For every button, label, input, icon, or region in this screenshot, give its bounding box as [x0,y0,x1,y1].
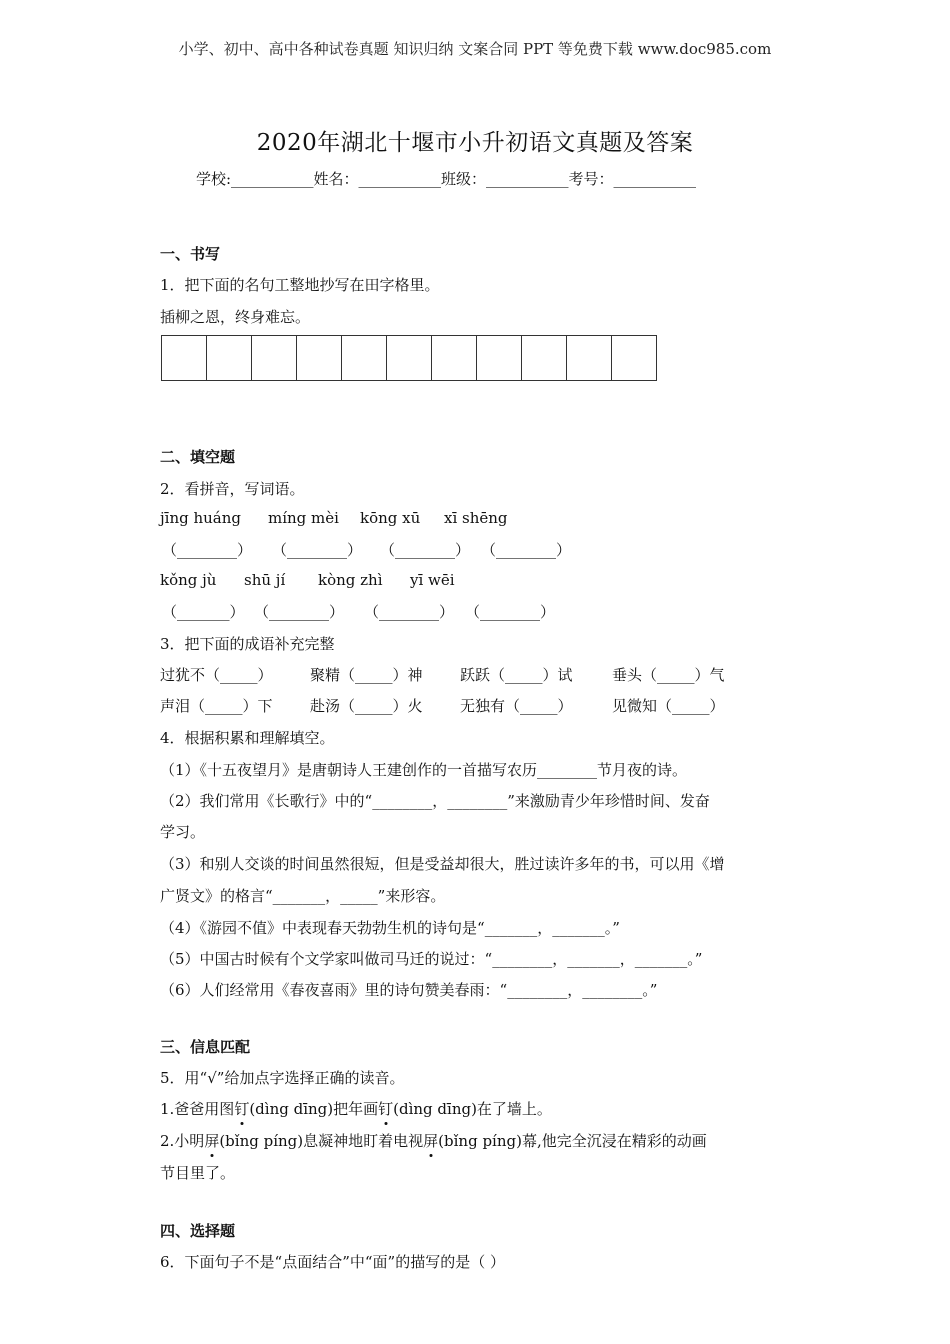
pinyin: xī shēng [444,509,508,527]
answer-blank[interactable]: （________） [465,603,556,621]
grid-cell[interactable] [387,336,432,380]
q5-line-1 [160,1098,552,1119]
grid-cell[interactable] [162,336,207,380]
dotted-char: 钉 [378,1100,394,1118]
answer-blank[interactable]: （________） [380,541,471,559]
reading-options[interactable]: (bǐng píng)息凝神地盯着电视 [219,1132,424,1150]
grid-cell[interactable] [297,336,342,380]
answer-blank[interactable]: （________） [254,603,345,621]
tianzige-grid [161,335,657,381]
q6-prompt: 6．下面句子不是“点面结合”中“面”的描写的是（ ） [160,1253,505,1271]
pinyin: kòng zhì [318,571,383,589]
dotted-char: 屏 [204,1132,220,1150]
section-choice: 四、选择题 [160,1222,236,1240]
section-writing: 一、书写 [160,245,221,263]
idiom-item[interactable]: 跃跃（_____）试 [460,666,573,684]
answer-blank[interactable]: （________） [481,541,572,559]
q5-prompt: 5．用“√”给加点字选择正确的读音。 [160,1069,405,1087]
q4-item-5: （5）中国古时候有个文学家叫做司马迁的说过：“________，_______，_______。” [160,950,703,968]
idiom-item[interactable]: 垂头（_____）气 [612,666,725,684]
grid-cell[interactable] [567,336,612,380]
page-header: 小学、初中、高中各种试卷真题 知识归纳 文案合同 PPT 等免费下载 www.doc985.com [178,40,772,58]
reading-options[interactable]: (dìng dīng)在了墙上。 [393,1100,552,1118]
page-title: 2020年湖北十堰市小升初语文真题及答案 [256,130,694,156]
q1-sentence: 插柳之恩，终身难忘。 [160,308,311,326]
idiom-item[interactable]: 赴汤（_____）火 [310,697,423,715]
pinyin: kōng xū [360,509,421,527]
grid-cell[interactable] [522,336,567,380]
section-matching: 三、信息匹配 [160,1038,251,1056]
q5-line-3: 节目里了。 [160,1164,236,1182]
dotted-char: 屏 [423,1132,439,1150]
grid-cell[interactable] [252,336,297,380]
idiom-item[interactable]: 过犹不（_____） [160,666,273,684]
pinyin: míng mèi [268,509,339,527]
text: 2.小明 [160,1132,205,1150]
pinyin: jīng huáng [160,509,242,527]
answer-blank[interactable]: （________） [162,541,253,559]
student-info-line: 学校:___________姓名：___________班级：___________考号：___________ [196,170,697,188]
q3-prompt: 3．把下面的成语补充完整 [160,635,335,653]
q4-item-3-cont: 广贤文》的格言“_______，_____”来形容。 [160,887,446,905]
section-fill-blank: 二、填空题 [160,448,236,466]
q4-item-4: （4）《游园不值》中表现春天勃勃生机的诗句是“_______，_______。” [160,919,620,937]
reading-options[interactable]: (bǐng píng)幕,他完全沉浸在精彩的动画 [438,1132,707,1150]
grid-cell[interactable] [612,336,657,380]
grid-cell[interactable] [207,336,252,380]
grid-cell[interactable] [432,336,477,380]
answer-blank[interactable]: （________） [272,541,363,559]
q1-prompt: 1．把下面的名句工整地抄写在田字格里。 [160,276,440,294]
pinyin: shū jí [244,571,286,589]
q2-prompt: 2．看拼音，写词语。 [160,480,305,498]
reading-options[interactable]: (dìng dīng)把年画 [249,1100,379,1118]
grid-cell[interactable] [477,336,522,380]
answer-blank[interactable]: （________） [364,603,455,621]
idiom-item[interactable]: 声泪（_____）下 [160,697,273,715]
idiom-item[interactable]: 无独有（_____） [460,697,573,715]
pinyin: kǒng jù [160,571,217,589]
idiom-item[interactable]: 聚精（_____）神 [310,666,423,684]
q4-item-3: （3）和别人交谈的时间虽然很短，但是受益却很大，胜过读许多年的书，可以用《增 [160,855,725,873]
q4-item-2-cont: 学习。 [160,823,206,841]
q4-item-2: （2）我们常用《长歌行》中的“________，________”来激励青少年珍惜时间、发奋 [160,792,710,810]
grid-cell[interactable] [342,336,387,380]
q4-prompt: 4．根据积累和理解填空。 [160,729,335,747]
q4-item-6: （6）人们经常用《春夜喜雨》里的诗句赞美春雨：“________，________。” [160,981,658,999]
q4-item-1: （1）《十五夜望月》是唐朝诗人王建创作的一首描写农历________节月夜的诗。 [160,761,688,779]
pinyin: yī wēi [410,571,455,589]
q5-line-2 [160,1130,707,1151]
idiom-item[interactable]: 见微知（_____） [612,697,725,715]
answer-blank[interactable]: （_______） [162,603,245,621]
text: 1.爸爸用图 [160,1100,235,1118]
dotted-char: 钉 [234,1100,250,1118]
